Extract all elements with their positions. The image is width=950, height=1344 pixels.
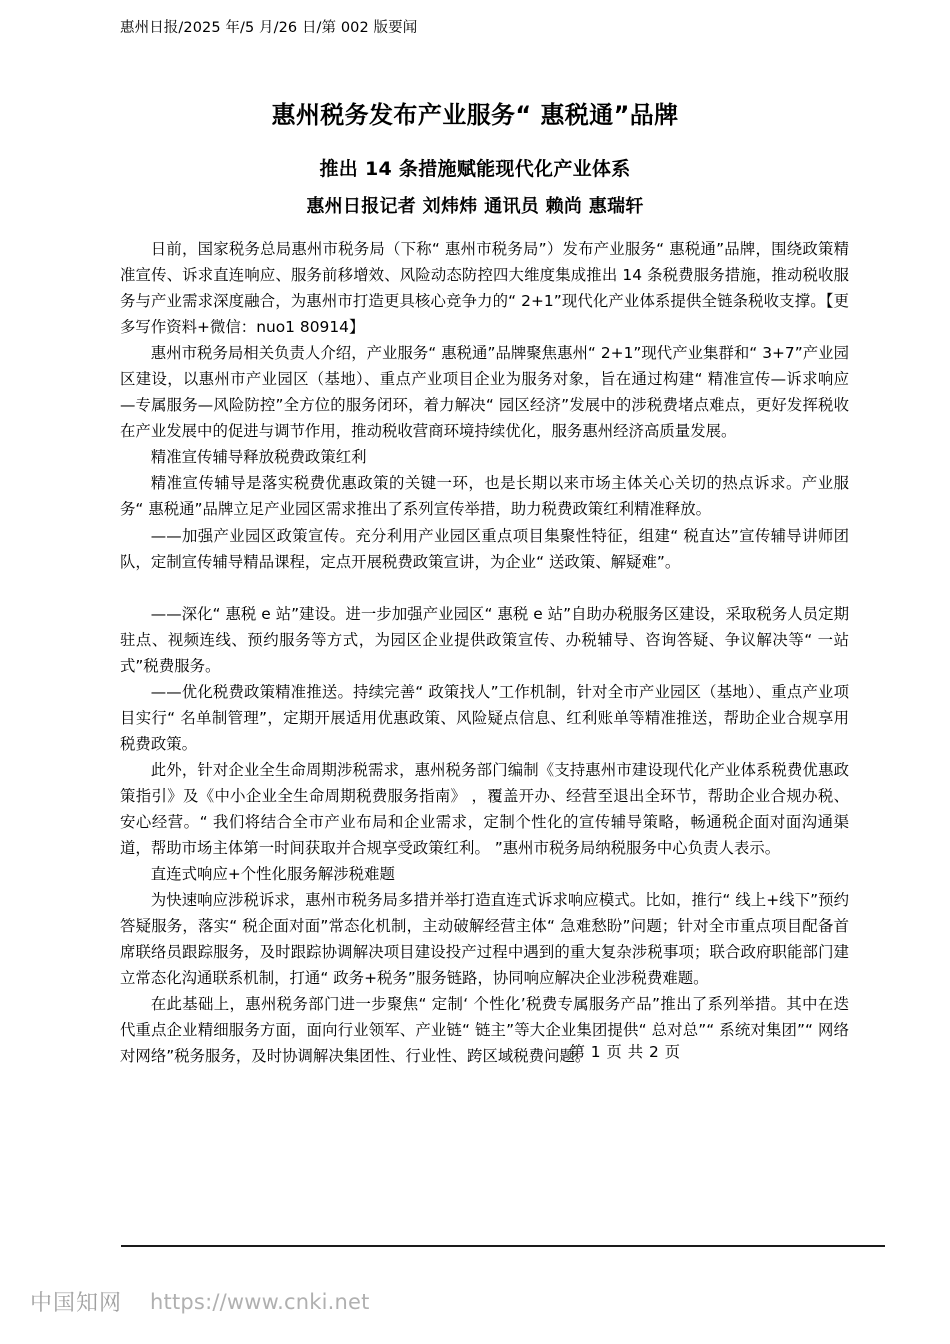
paragraph: ——深化“ 惠税 e 站”建设。进一步加强产业园区“ 惠税 e 站”自助办税服务区建设，采取税务人员定期驻点、视频连线、预约服务等方式，为园区企业提供政策宣传、办税辅导、咨询答疑、争议解决等“ 一站式”税费服务。 [120, 604, 849, 675]
paragraph: ——加强产业园区政策宣传。充分利用产业园区重点项目集聚性特征，组建“ 税直达”宣传辅导讲师团队，定制宣传辅导精品课程，定点开展税费政策宣讲，为企业“ 送政策、解疑难”。 [120, 526, 849, 571]
paragraph: 惠州市税务局相关负责人介绍，产业服务“ 惠税通”品牌聚焦惠州“ 2+1”现代产业集群和“ 3+7”产业园区建设，以惠州市产业园区（基地）、重点产业项目企业为服务对象，旨在通过构建“ 精准宣传—诉求响应—专属服务—风险防控”全方位的服务闭环，着力解决“ 园区经济”发展中的涉税费堵点难点，更好发挥税收在产业发展中的促进与调节作用，推动税收营商环境持续优化，服务惠州经济高质量发展。 [120, 344, 849, 441]
article-body [120, 236, 849, 1070]
paragraph: 此外，针对企业全生命周期涉税需求，惠州税务部门编制《支持惠州市建设现代化产业体系税费优惠政策指引》及《中小企业全生命周期税费服务指南》 ，覆盖开办、经营至退出全环节，帮助企业合规办税、安心经营。“ 我们将结合全市产业布局和企业需求，定制个性化的宣传辅导策略，畅通税企面对面沟通渠道，帮助市场主体第一时间获取并合规享受政策红利。 ”惠州市税务局纳税服务中心负责人表示。 [120, 760, 849, 858]
paragraph: 精准宣传辅导是落实税费优惠政策的关键一环，也是长期以来市场主体关心关切的热点诉求。产业服务“ 惠税通”品牌立足产业园区需求推出了系列宣传举措，助力税费政策红利精准释放。 [120, 474, 849, 519]
paragraph: ——优化税费政策精准推送。持续完善“ 政策找人”工作机制，针对全市产业园区（基地）、重点产业项目实行“ 名单制管理”，定期开展适用优惠政策、风险疑点信息、红利账单等精准推送，帮助企业合规享用税费政策。 [120, 682, 849, 753]
page-subtitle: 推出 14 条措施赋能现代化产业体系 [319, 157, 631, 180]
paragraph: 为快速响应涉税诉求，惠州市税务局多措并举打造直连式诉求响应模式。比如，推行“ 线上+线下”预约答疑服务，落实“ 税企面对面”常态化机制，主动破解经营主体“ 急难愁盼”问题；针对全市重点项目配备首席联络员跟踪服务，及时跟踪协调解决项目建设投产过程中遇到的重大复杂涉税事项；联合政府职能部门建立常态化沟通联系机制，打通“ 政务+税务”服务链路，协同响应解决企业涉税费难题。 [120, 891, 849, 988]
page-number-footer [0, 1040, 950, 1062]
source-issue-line: 惠州日报/2025 年/5 月/26 日/第 002 版要闻 [120, 20, 418, 36]
footer-divider [121, 1245, 885, 1247]
page-title: 惠州税务发布产业服务“ 惠税通”品牌 [271, 101, 679, 130]
section-heading: 直连式响应+个性化服务解涉税难题 [150, 865, 395, 884]
paragraph: 日前，国家税务总局惠州市税务局（下称“ 惠州市税务局”）发布产业服务“ 惠税通”品牌，围绕政策精准宣传、诉求直连响应、服务前移增效、风险动态防控四大维度集成推出 14 条税费服务措施，推动税收服务与产业需求深度融合，为惠州市打造更具核心竞争力的“ 2+1”现代化产业体系提供全链条税收支撑。【更多写作资料+微信：nuo1 80914】 [120, 240, 849, 337]
byline: 惠州日报记者 刘炜炜 通讯员 赖尚 惠瑞轩 [306, 196, 644, 217]
cnki-url-text: https://www.cnki.net [150, 1289, 370, 1314]
page-number-text: 第 1 页 共 2 页 [569, 1043, 681, 1061]
paragraph: 在此基础上，惠州税务部门进一步聚焦“ 定制‘ 个性化’税费专属服务产品”推出了系列举措。其中在迭代重点企业精细服务方面，面向行业领军、产业链“ 链主”等大企业集团提供“ 总对总”“ 系统对集团”“ 网络对网络”税务服务，及时协调解决集团性、行业性、跨区域税费问题。 [120, 995, 849, 1066]
cnki-brand-text: 中国知网 [30, 1291, 123, 1316]
cnki-watermark [30, 1286, 370, 1317]
section-heading: 精准宣传辅导释放税费政策红利 [150, 448, 367, 467]
